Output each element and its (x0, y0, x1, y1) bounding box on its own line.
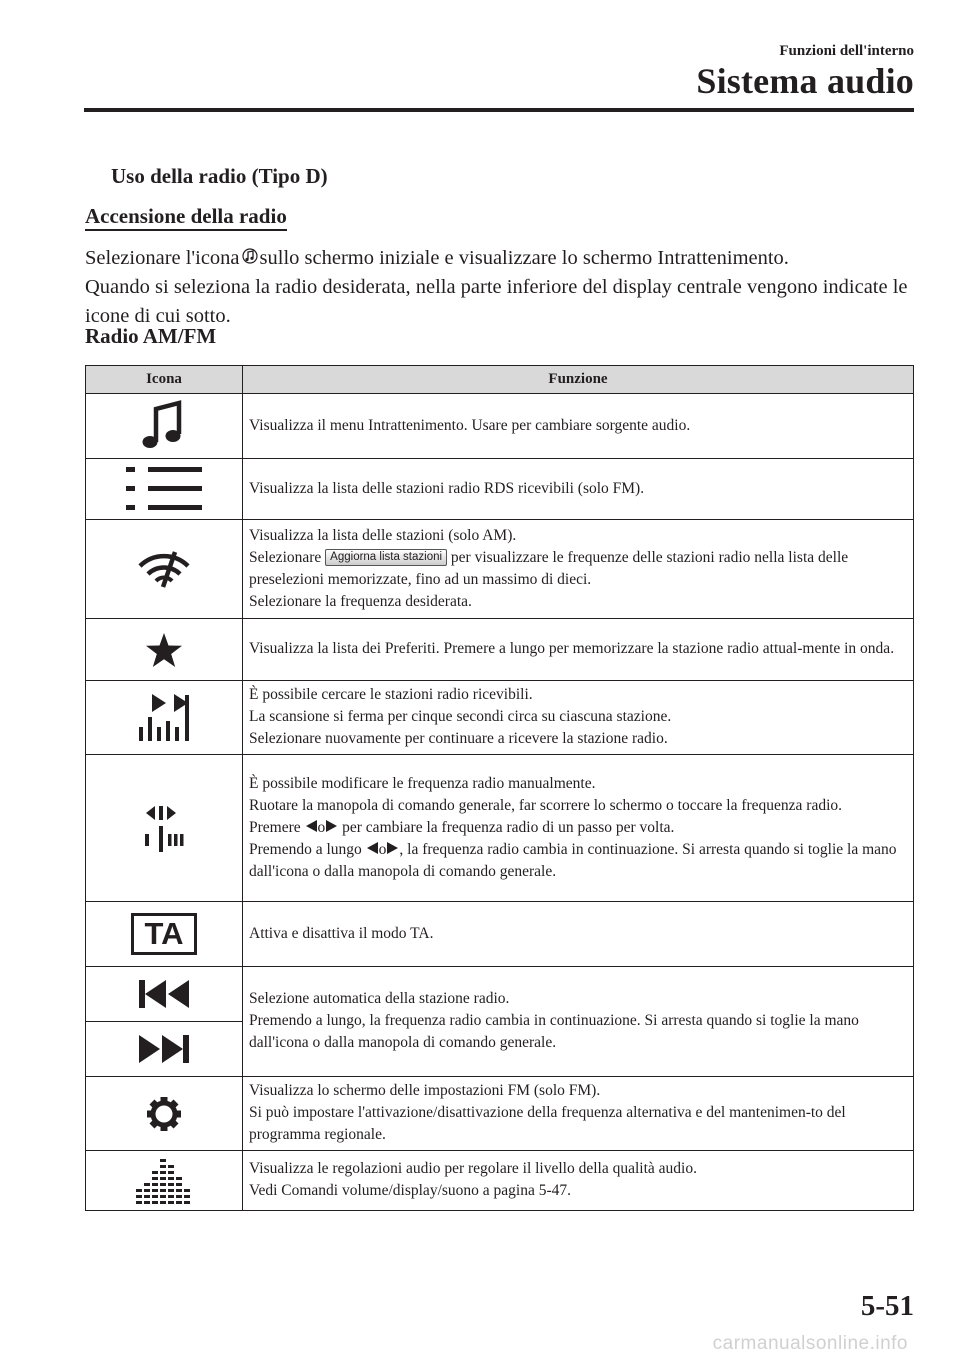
equalizer-icon (136, 1158, 192, 1204)
function-cell: Visualizza la lista delle stazioni radio RDS ricevibili (solo FM). (243, 459, 914, 520)
watermark: carmanualsonline.info (712, 1333, 908, 1354)
icon-cell (86, 520, 243, 619)
music-note-icon (139, 400, 189, 452)
intro-text-b: sullo schermo iniziale e visualizzare lo schermo Intrattenimento. (259, 247, 789, 269)
icon-cell (86, 1022, 243, 1077)
antenna-signal-icon (137, 549, 191, 589)
table-row (86, 902, 914, 967)
function-cell (243, 520, 914, 619)
table-row (86, 619, 914, 681)
table-row (86, 1077, 914, 1151)
icon-cell (86, 459, 243, 520)
fn-line: Vedi Comandi volume/display/suono a pagina 5-47. (249, 1182, 572, 1199)
fn-line: È possibile modificare le frequenza radio manualmente. (249, 774, 596, 792)
skip-forward-icon (138, 1034, 190, 1064)
scan-icon (136, 693, 192, 743)
fn-text: Premendo a lungo (249, 840, 362, 858)
function-cell (243, 1077, 914, 1151)
skip-back-icon (138, 979, 190, 1009)
table-row (86, 394, 914, 459)
page-title: Sistema audio (696, 61, 914, 101)
subheading: Accensione della radio (85, 204, 287, 231)
fn-line: Si può impostare l'attivazione/disattivazione della frequenza alternativa e del mantenimen-to del programma regionale. (249, 1104, 846, 1143)
fn-text: o (378, 840, 387, 858)
col-function-header: Funzione (243, 366, 914, 394)
function-cell (243, 1151, 914, 1211)
fn-line: Selezionare nuovamente per continuare a ricevere la stazione radio. (249, 730, 668, 747)
icon-cell (86, 394, 243, 459)
fn-line: Selezione automatica della stazione radio. (249, 990, 510, 1007)
function-cell (243, 755, 914, 902)
icon-cell (86, 902, 243, 967)
icon-cell (86, 619, 243, 681)
fn-line: Ruotare la manopola di comando generale, far scorrere lo schermo o toccare la frequenza radio. (249, 796, 843, 814)
fn-line: Visualizza lo schermo delle impostazioni FM (solo FM). (249, 1082, 601, 1099)
section-title: Uso della radio (Tipo D) (111, 164, 328, 188)
col-icon-header: Icona (86, 366, 243, 394)
chapter-title: Funzioni dell'interno (779, 43, 914, 59)
table-header-row (86, 366, 914, 394)
fn-line: La scansione si ferma per cinque secondi circa su ciascuna stazione. (249, 708, 672, 725)
music-note-inline-icon (242, 246, 258, 266)
function-cell (243, 967, 914, 1077)
arrow-right-icon (386, 841, 399, 855)
fn-line: Selezionare la frequenza desiderata. (249, 592, 472, 610)
intro-paragraph (85, 244, 915, 331)
table-row (86, 520, 914, 619)
page-number: 5-51 (860, 1290, 914, 1322)
arrow-left-icon (366, 841, 379, 855)
function-cell (243, 681, 914, 755)
icon-cell (86, 967, 243, 1022)
fn-line: È possibile cercare le stazioni radio ricevibili. (249, 686, 533, 703)
header-rule (84, 108, 914, 112)
radio-am-fm-label: Radio AM/FM (85, 324, 217, 348)
icon-cell (86, 755, 243, 902)
arrow-right-icon (325, 819, 338, 833)
fn-line (249, 839, 907, 883)
ta-icon: TA (131, 913, 197, 955)
gear-icon (146, 1096, 182, 1132)
fn-line (249, 547, 907, 591)
manual-tune-icon (144, 804, 184, 852)
table-row (86, 755, 914, 902)
table-row (86, 1151, 914, 1211)
fn-text: per cambiare la frequenza radio di un passo per volta. (342, 818, 675, 836)
fn-text: , la frequenza radio cambia in continuazione. Si arresta quando si toglie la mano dall'icona o dalla manopola di comando generale. (249, 840, 897, 880)
fn-text: per visualizzare le frequenze delle stazioni radio nella lista delle preselezioni memorizzate, fino ad un massimo di dieci. (249, 548, 849, 588)
arrow-left-icon (305, 819, 318, 833)
table-row (86, 967, 914, 1022)
fn-line: Visualizza le regolazioni audio per regolare il livello della qualità audio. (249, 1160, 697, 1177)
fn-text: o (317, 818, 326, 836)
star-icon (145, 632, 183, 668)
aggiorna-lista-stazioni-button[interactable]: Aggiorna lista stazioni (325, 549, 447, 566)
table-row (86, 681, 914, 755)
icon-cell (86, 681, 243, 755)
fn-line: Premendo a lungo, la frequenza radio cambia in continuazione. Si arresta quando si toglie la mano dall'icona o dalla manopola di comando generale. (249, 1012, 859, 1051)
intro-text-a: Selezionare l'icona (85, 247, 240, 269)
function-cell: Visualizza la lista dei Preferiti. Premere a lungo per memorizzare la stazione radio attual-mente in onda. (243, 619, 914, 681)
fn-text: Selezionare (249, 548, 322, 566)
function-table (85, 365, 914, 1211)
fn-line (249, 817, 907, 839)
icon-cell (86, 1151, 243, 1211)
fn-line: Visualizza la lista delle stazioni (solo AM). (249, 526, 517, 544)
icon-cell (86, 1077, 243, 1151)
fn-text: Premere (249, 818, 301, 836)
function-cell: Attiva e disattiva il modo TA. (243, 902, 914, 967)
function-cell: Visualizza il menu Intrattenimento. Usare per cambiare sorgente audio. (243, 394, 914, 459)
intro-text-2: Quando si seleziona la radio desiderata, nella parte inferiore del display centrale vengono indicate le icone di cui sotto. (85, 276, 908, 327)
table-row (86, 459, 914, 520)
list-icon (125, 466, 203, 512)
